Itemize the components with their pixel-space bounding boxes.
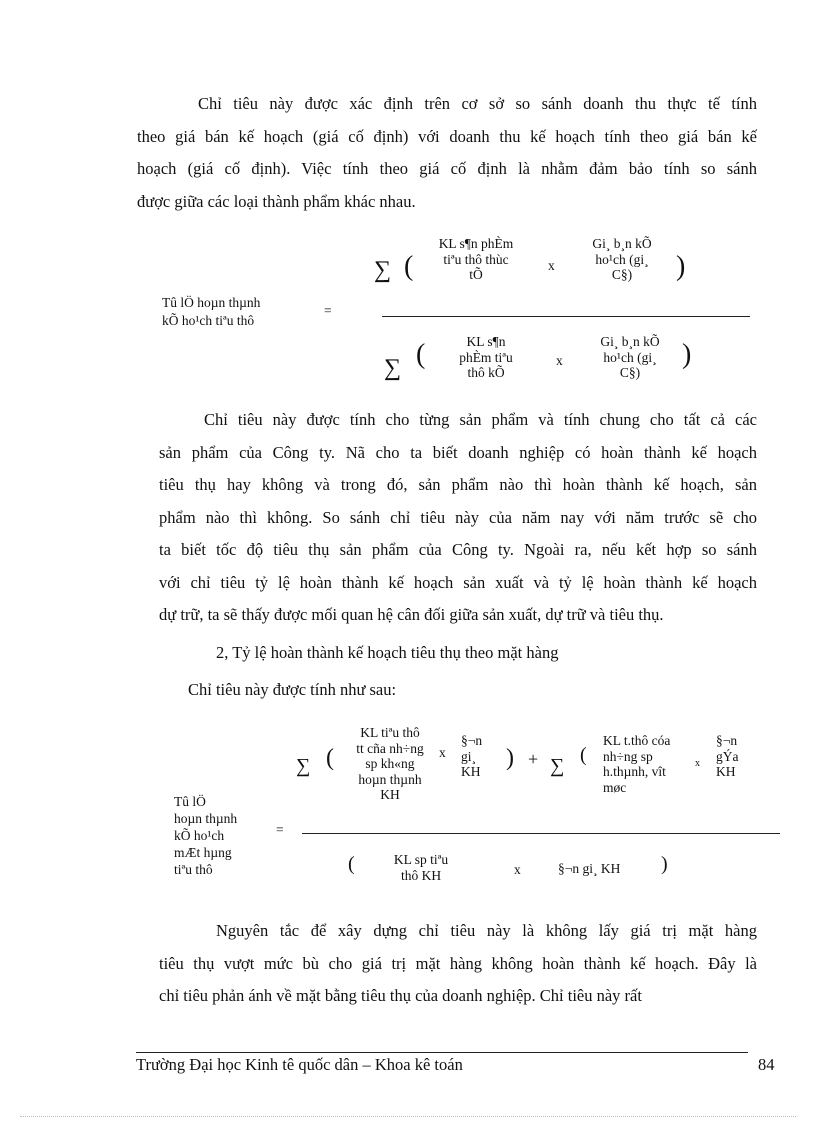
paragraph-line: theo giá bán kế hoạch (giá cố định) với doanh thu kế hoạch tính theo giá bán kế [137,126,757,146]
formula1-lhs-line: Tû lÖ hoµn thµnh [162,295,261,310]
paragraph-line: ta biết tốc độ tiêu thụ sản phẩm của Công ty. Ngoài ra, nếu kết hợp so sánh [159,540,757,559]
paragraph-line: chỉ tiêu phản ánh về mặt bằng tiêu thụ của doanh nghiệp. Chỉ tiêu này rất [159,986,642,1005]
formula2-term1-times: x [439,745,446,760]
formula2-open-paren-1: ( [326,745,334,771]
paragraph-line: được giữa các loại thành phẩm khác nhau. [137,191,416,211]
formula2-lhs: Tû lÖ hoµn thµnh kÕ ho¹ch mÆt hµng tiªu thô [174,794,238,877]
formula2-term2-right: §¬n gÝa KH [716,733,739,779]
formula2-den-times: x [514,862,521,877]
paragraph-2 [159,404,757,632]
formula1-den-right: Gi¸ b¸n kÕ ho¹ch (gi¸ C§) [600,334,660,380]
formula2-den-left: KL sp tiªu thô KH [393,852,449,883]
footer-rule [136,1052,748,1053]
paragraph-line: hoạch (giá cố định). Việc tính theo giá cố định là nhằm đảm bảo tính so sánh [137,159,757,178]
formula1-close-paren: ) [676,251,686,282]
section-subheading: Chỉ tiêu này được tính như sau: [188,680,397,699]
formula1-fraction-bar [382,316,750,317]
paragraph-line: Chỉ tiêu này được tính cho từng sản phẩm và tính chung cho tất cả các [204,410,757,429]
paragraph-line: Nguyên tắc để xây dựng chỉ tiêu này là không lấy giá trị mặt hàng [216,921,757,940]
paragraph-line: Chỉ tiêu này được xác định trên cơ sở so sánh doanh thu thực tế tính [198,94,757,113]
formula2-term1-right: §¬n gi¸ KH [461,733,483,779]
footer-text: Trường Đại học Kinh tê quốc dân – Khoa kê toán [136,1055,463,1074]
formula2-close-paren-denominator: ) [661,853,668,875]
formula2-den-right: §¬n gi¸ KH [558,861,621,876]
paragraph-line: dự trữ, ta sẽ thấy được mối quan hệ cân đối giữa sản xuất, dự trữ và tiêu thụ. [159,605,664,624]
formula1-close-paren-denominator: ) [682,339,692,370]
formula1-equals: = [324,303,332,318]
paragraph-3 [159,915,757,1013]
paragraph-line: với chỉ tiêu tỷ lệ hoàn thành kế hoạch sản xuất và tỷ lệ hoàn thành kế hoạch [159,572,757,592]
formula2-open-paren-2: ( [580,744,587,766]
paragraph-line: phẩm nào thì không. So sánh chỉ tiêu này của năm nay với năm trước sẽ cho [159,507,757,527]
formula2-fraction-bar [302,833,780,834]
formula2-sigma-1: ∑ [296,755,311,777]
formula1-sigma-denominator: ∑ [384,355,402,381]
section-heading: 2, Tỷ lệ hoàn thành kế hoạch tiêu thụ theo mặt hàng [216,643,559,662]
formula2-equals: = [276,822,284,837]
formula1-open-paren: ( [404,251,414,282]
formula2-term2-left: KL t.thô cóa nh÷ng sp h.thµnh, vît møc [603,733,671,795]
formula2-term2-times: x [695,758,700,769]
formula1-num-times: x [548,258,555,273]
formula2-open-paren-denominator: ( [348,853,355,875]
formula1-den-times: x [556,353,563,368]
paragraph-1 [137,88,757,218]
formula1-den-left: KL s¶n phÈm tiªu thô kÕ [459,334,513,380]
formula2-close-paren-1: ) [506,745,514,771]
formula2-plus: + [528,749,539,769]
paragraph-line: tiêu thụ hay không và trong đó, sản phẩm nào thì hoàn thành kế hoạch, sản [159,475,757,494]
formula1-num-right: Gi¸ b¸n kÕ ho¹ch (gi¸ C§) [592,236,652,282]
formula2-term1-left: KL tiªu thô tt cña nh÷ng sp kh«ng hoµn thµnh KH [356,725,424,802]
formula1-open-paren-denominator: ( [416,339,426,370]
formula2-sigma-2: ∑ [550,755,565,777]
formula1-num-left: KL s¶n phÈm tiªu thô thùc tÕ [438,236,514,282]
formula1-lhs-line: kÕ ho¹ch tiªu thô [162,313,255,328]
page-number: 84 [758,1055,775,1074]
paragraph-line: sản phẩm của Công ty. Nã cho ta biết doanh nghiệp có hoàn thành kế hoạch [159,442,757,462]
paragraph-line: tiêu thụ vượt mức bù cho giá trị mặt hàng không hoàn thành kế hoạch. Đây là [159,953,757,973]
page-edge-divider [20,1116,796,1117]
formula1-sigma: ∑ [374,257,392,283]
